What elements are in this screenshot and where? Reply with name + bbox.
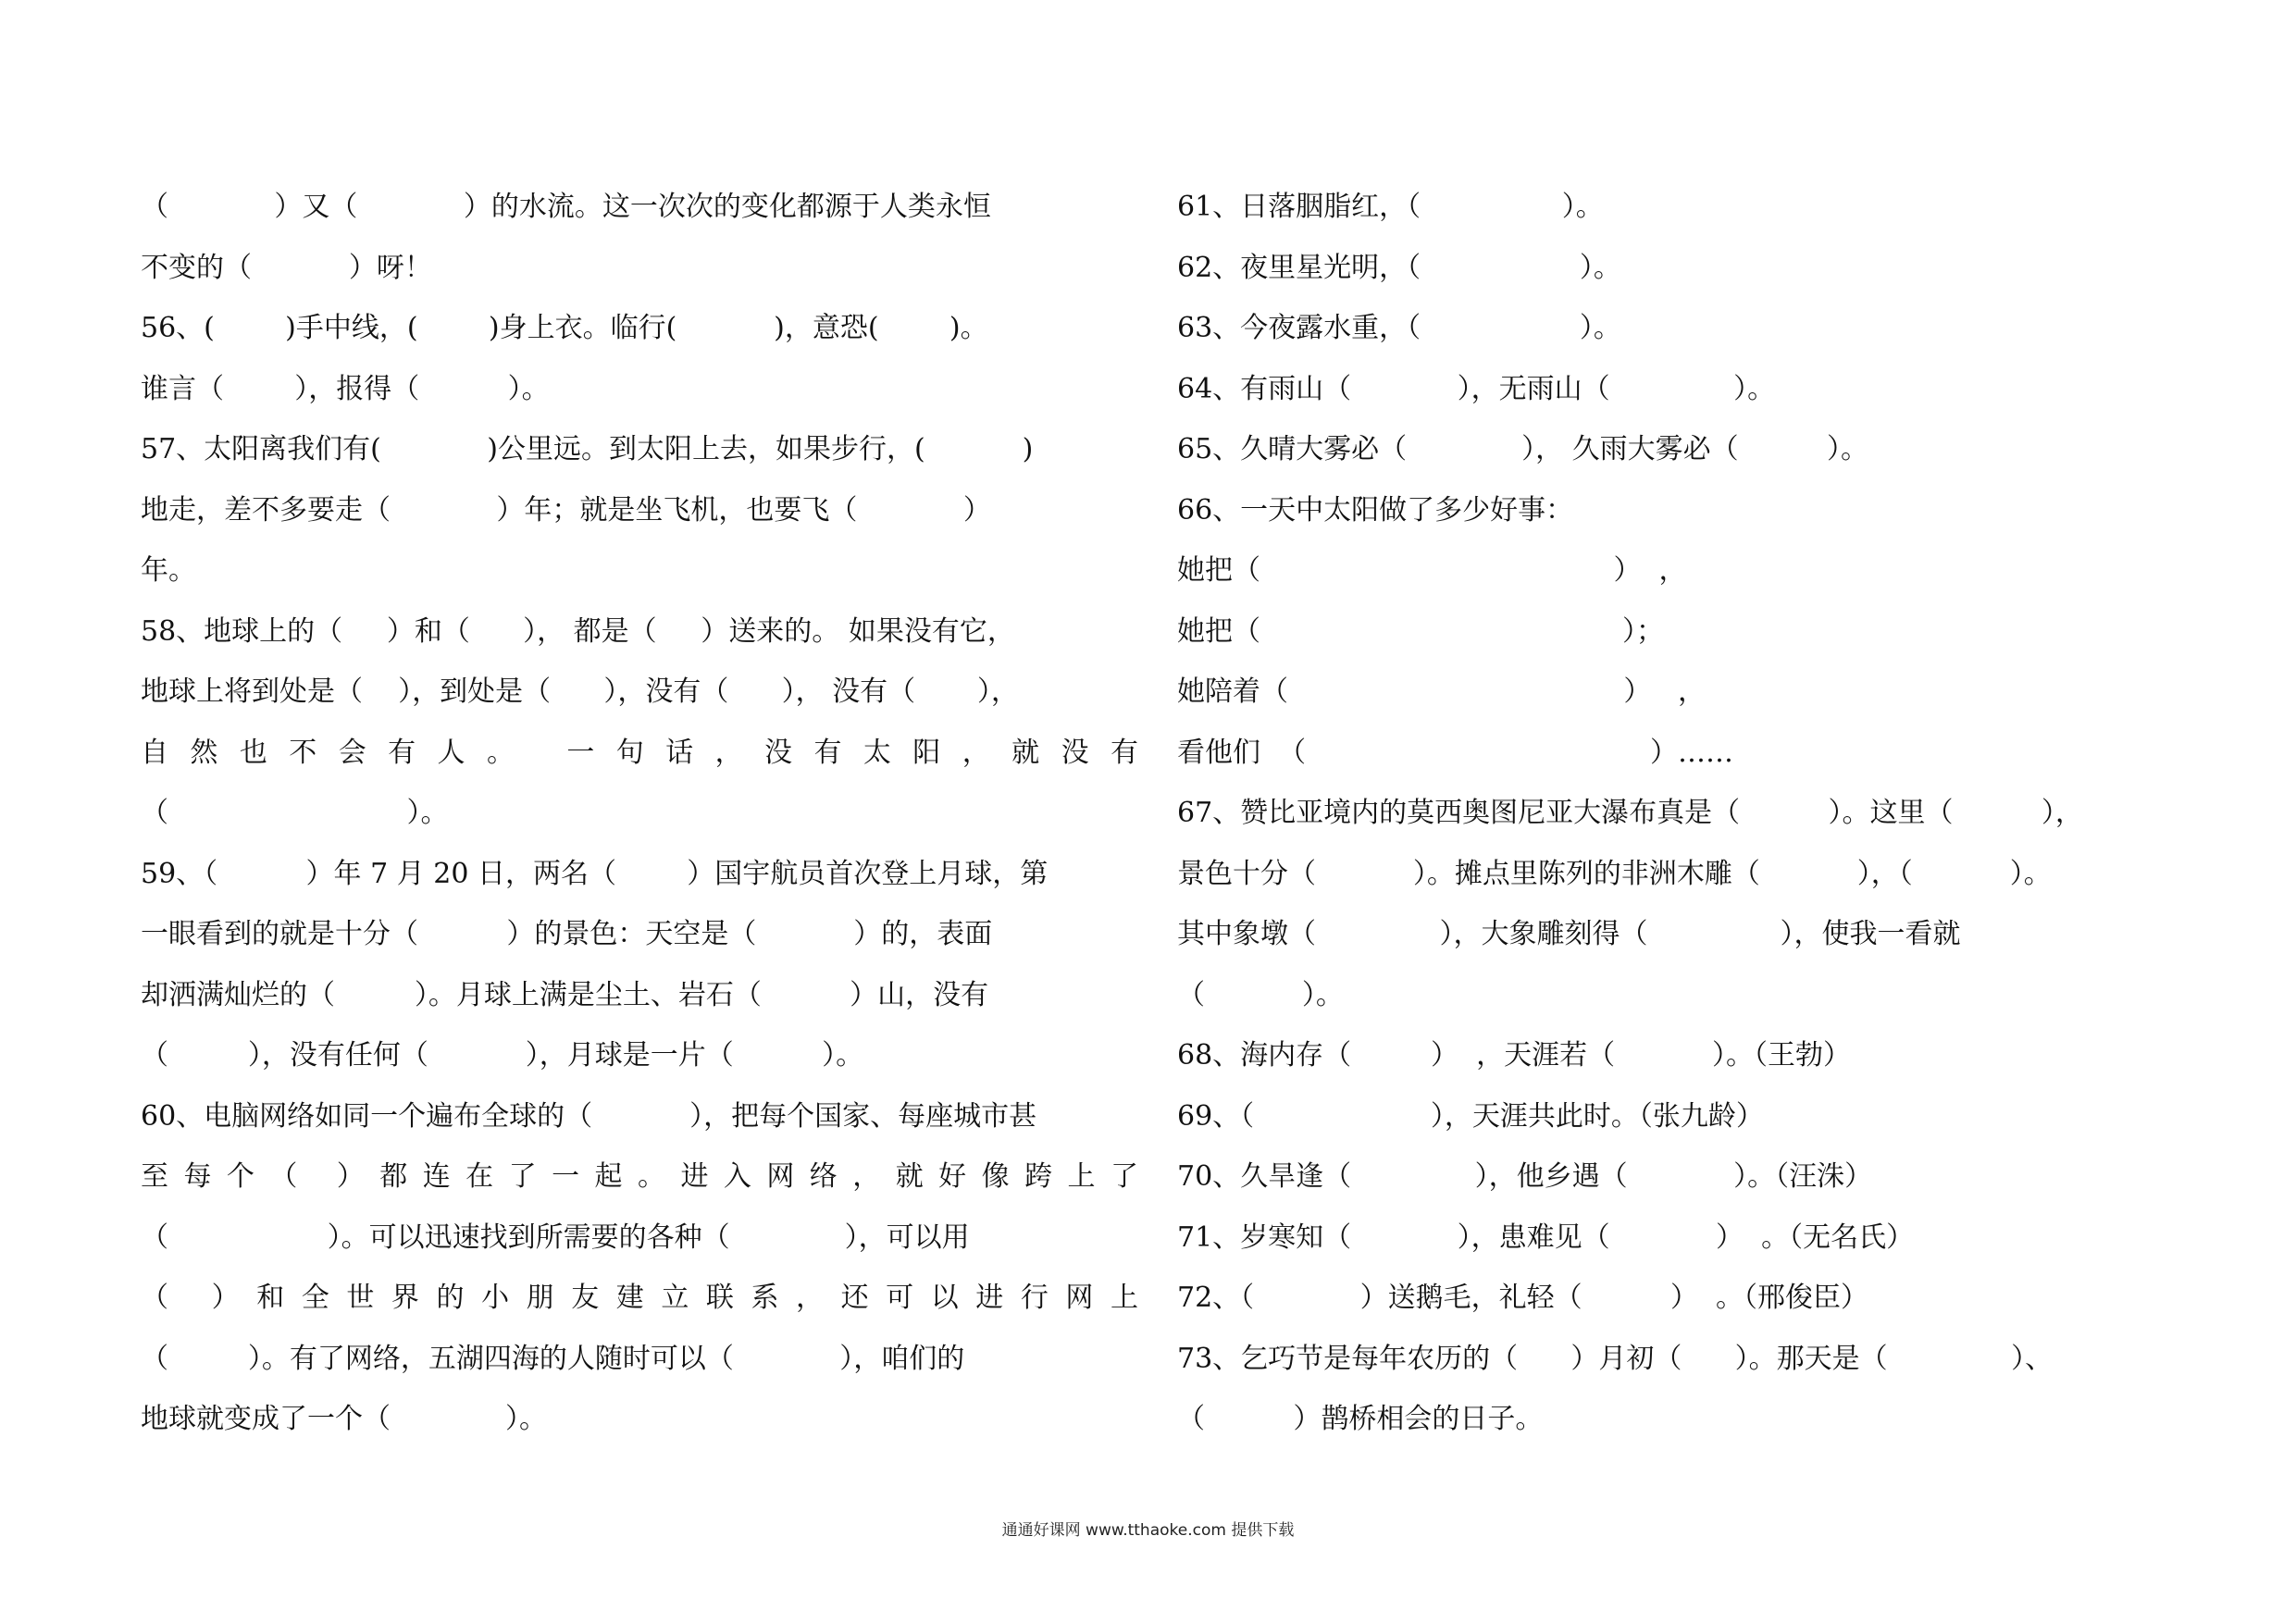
text-line: 年。 bbox=[141, 554, 196, 587]
text-line: 她陪着（ ） ， bbox=[1177, 675, 1706, 708]
text-line: 69、（ ），天涯共此时。（张九龄） bbox=[1177, 1099, 1764, 1133]
text-line: （ ）。 bbox=[141, 797, 449, 829]
text-line: 地球上将到处是（ ），到处是（ ），没有（ ）， 没有（ ）， bbox=[141, 675, 1019, 708]
text-line: 却洒满灿烂的（ ）。月球上满是尘土、岩石（ ）山，没有 bbox=[141, 978, 989, 1011]
text-line: 一眼看到的就是十分（ ）的景色：天空是（ ）的，表面 bbox=[141, 918, 993, 950]
text-line: 73、乞巧节是每年农历的（ ）月初（ ）。那天是（ ）、 bbox=[1177, 1342, 2054, 1375]
text-line: 72、（ ）送鹅毛，礼轻（ ） 。（邢俊臣） bbox=[1177, 1282, 1869, 1314]
text-line: （ ）。有了网络，五湖四海的人随时可以（ ），咱们的 bbox=[141, 1342, 965, 1375]
text-line: 其中象墩（ ），大象雕刻得（ ），使我一看就 bbox=[1177, 918, 1961, 950]
text-line: 她把（ ）； bbox=[1177, 614, 1664, 648]
text-line: 62、夜里星光明，（ ）。 bbox=[1177, 251, 1621, 284]
text-line: 景色十分（ ）。摊点里陈列的非洲木雕（ ），（ ）。 bbox=[1177, 857, 2052, 890]
text-line: 谁言（ ），报得（ ）。 bbox=[141, 372, 550, 405]
text-line: 看他们 （ ）…… bbox=[1177, 736, 1733, 769]
text-line: （ ）又（ ）的水流。这一次次的变化都源于人类永恒 bbox=[141, 191, 991, 223]
text-line: 58、地球上的（ ）和（ ）， 都是（ ）送来的。 如果没有它， bbox=[141, 614, 1015, 648]
text-line: 63、今夜露水重，（ ）。 bbox=[1177, 312, 1621, 344]
text-line: 68、海内存（ ） ，天涯若（ ）。（王勃） bbox=[1177, 1039, 1851, 1072]
text-line: 67、赞比亚境内的莫西奥图尼亚大瀑布真是（ ）。这里（ ）， bbox=[1177, 797, 2083, 829]
text-line: 57、太阳离我们有( )公里远。到太阳上去，如果步行，( ) bbox=[141, 433, 1034, 465]
text-line: 至每个（ ）都连在了一起。进入网络，就好像跨上了 bbox=[141, 1160, 1138, 1193]
text-line: 61、日落胭脂红，（ ）。 bbox=[1177, 191, 1604, 223]
text-line: 71、岁寒知（ ），患难见（ ） 。（无名氏） bbox=[1177, 1220, 1915, 1254]
text-line: 70、久旱逢（ ），他乡遇（ ）。（汪洙） bbox=[1177, 1160, 1873, 1193]
text-line: 64、有雨山（ ），无雨山（ ）。 bbox=[1177, 372, 1776, 405]
text-line: 65、久晴大雾必（ ）， 久雨大雾必（ ）。 bbox=[1177, 433, 1869, 465]
text-line: （ ），没有任何（ ），月球是一片（ ）。 bbox=[141, 1039, 864, 1072]
text-line: 66、一天中太阳做了多少好事： bbox=[1177, 493, 1574, 527]
text-line: （ ）。可以迅速找到所需要的各种（ ），可以用 bbox=[141, 1220, 970, 1254]
text-line: 56、( )手中线，( )身上衣。临行( )，意恐( )。 bbox=[141, 312, 988, 344]
page-footer: 通通好课网 www.tthaoke.com 提供下载 bbox=[1001, 1521, 1295, 1540]
text-line: 自然也不会有人。 一句话，没有太阳，就没有 bbox=[141, 736, 1138, 769]
text-line: 不变的（ ）呀！ bbox=[141, 251, 432, 284]
text-line: 地球就变成了一个（ ）。 bbox=[141, 1403, 547, 1435]
left-column bbox=[141, 181, 1138, 1455]
text-line: 59、（ ）年 7 月 20 日，两名（ ）国宇航员首次登上月球，第 bbox=[141, 857, 1049, 890]
text-line: （ ）。 bbox=[1177, 978, 1344, 1011]
text-line: 她把（ ） ， bbox=[1177, 554, 1687, 587]
right-column bbox=[1177, 181, 2175, 1455]
text-line: 60、电脑网络如同一个遍布全球的（ ），把每个国家、每座城市甚 bbox=[141, 1099, 1037, 1133]
text-line: （ ）和全世界的小朋友建立联系，还可以进行网上 bbox=[141, 1282, 1138, 1314]
text-line: 地走，差不多要走（ ）年；就是坐飞机，也要飞（ ） bbox=[141, 493, 991, 527]
text-line: （ ）鹊桥相会的日子。 bbox=[1177, 1403, 1544, 1435]
